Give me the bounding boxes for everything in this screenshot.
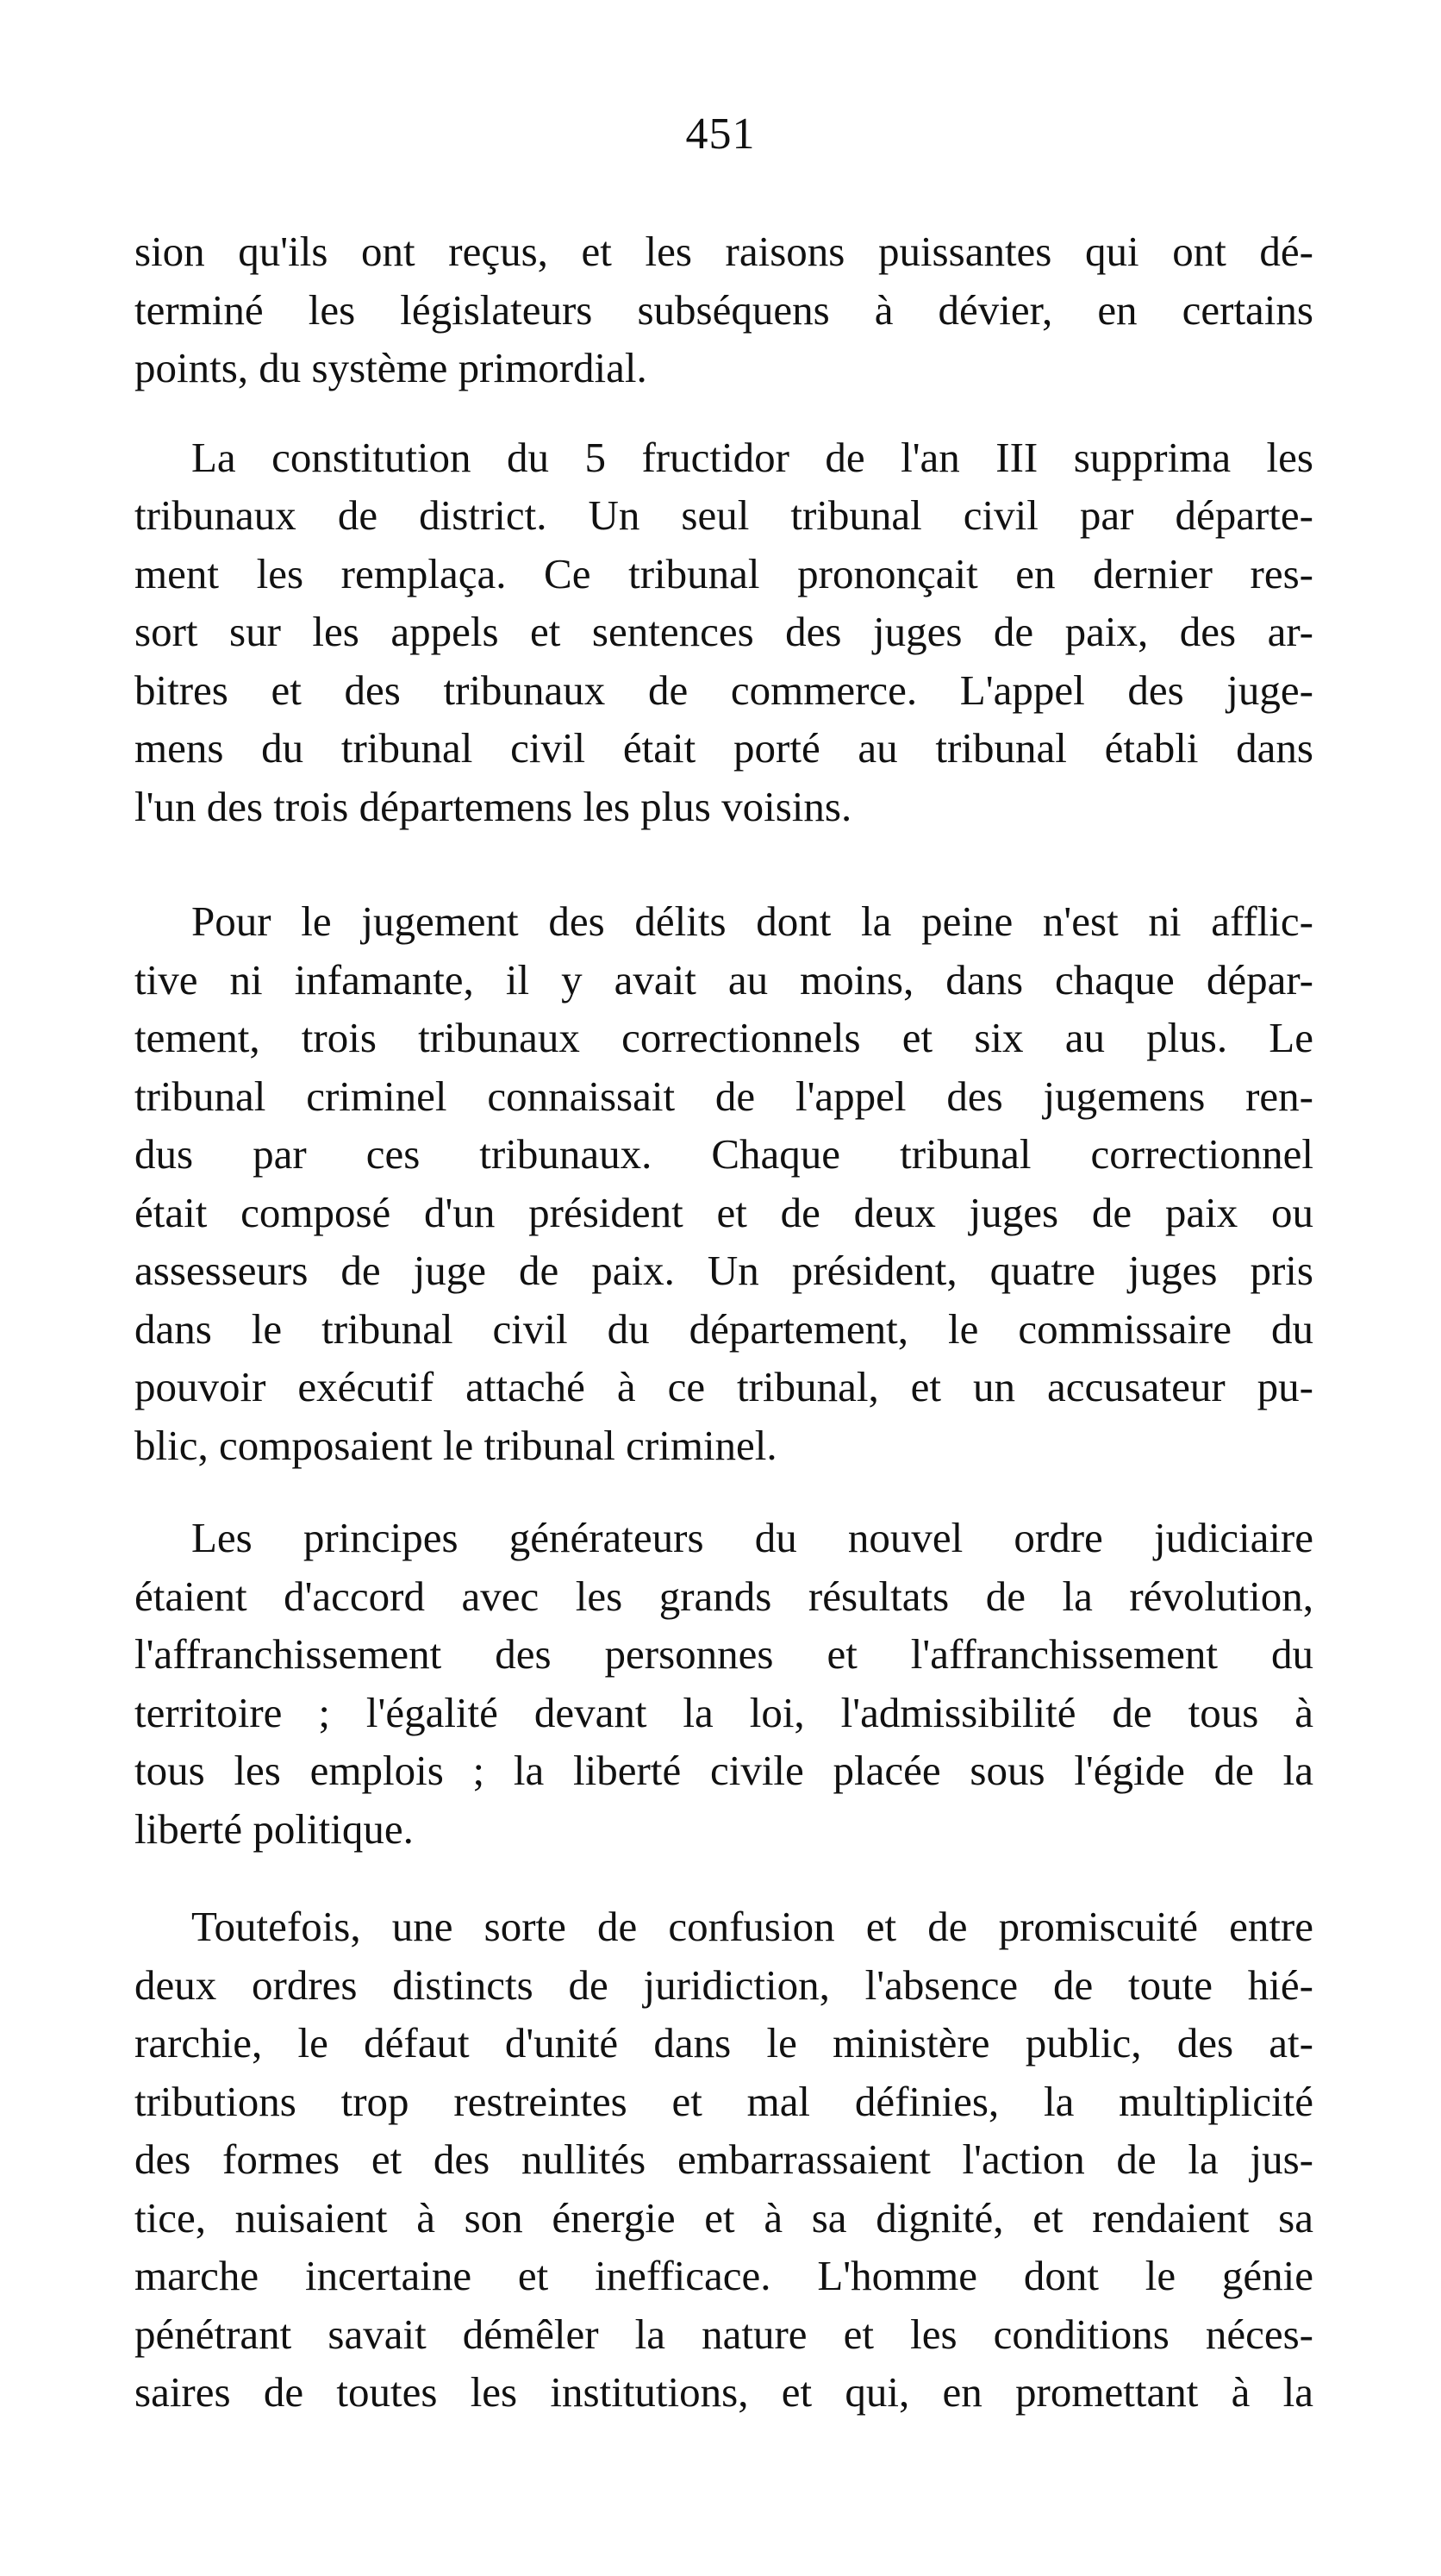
text-line: Toutefois, une sorte de confusion et de promiscuité entre xyxy=(191,1903,1313,1950)
text-line: La constitution du 5 fructidor de l'an III supprima les xyxy=(191,433,1313,481)
paragraph-constitution xyxy=(134,428,1313,836)
text-line: tributions trop restreintes et mal définies, la multiplicité xyxy=(134,2077,1313,2125)
text-line: pouvoir exécutif attaché à ce tribunal, et un accusateur pu- xyxy=(134,1363,1313,1410)
page-number: 451 xyxy=(685,109,756,159)
paragraph-delits xyxy=(134,892,1313,1474)
text-line: Les principes générateurs du nouvel ordre judiciaire xyxy=(191,1514,1313,1561)
text-line: marche incertaine et inefficace. L'homme dont le génie xyxy=(134,2252,1313,2299)
text-line: territoire ; l'égalité devant la loi, l'admissibilité de tous à xyxy=(134,1688,1313,1736)
paragraph-continuation xyxy=(134,222,1313,397)
text-line: assesseurs de juge de paix. Un président, quatre juges pris xyxy=(134,1247,1313,1294)
text-line: bitres et des tribunaux de commerce. L'appel des juge- xyxy=(134,666,1313,714)
text-line: étaient d'accord avec les grands résultats de la révolution, xyxy=(134,1572,1313,1620)
text-line: blic, composaient le tribunal criminel. xyxy=(134,1421,777,1469)
page-body xyxy=(134,222,1313,2422)
text-line: points, du système primordial. xyxy=(134,344,647,391)
text-line: des formes et des nullités embarrassaient l'action de la jus- xyxy=(134,2135,1313,2183)
text-line: terminé les législateurs subséquens à dévier, en certains xyxy=(134,285,1313,334)
paragraph-toutefois xyxy=(134,1898,1313,2422)
text-line: dus par ces tribunaux. Chaque tribunal correctionnel xyxy=(134,1130,1313,1178)
text-line: rarchie, le défaut d'unité dans le ministère public, des at- xyxy=(134,2019,1313,2066)
text-line: tribunal criminel connaissait de l'appel des jugemens ren- xyxy=(134,1072,1313,1120)
text-line: sion qu'ils ont reçus, et les raisons puissantes qui ont dé- xyxy=(134,228,1313,275)
text-line: liberté politique. xyxy=(134,1804,414,1853)
text-line: tice, nuisaient à son énergie et à sa dignité, et rendaient sa xyxy=(134,2193,1313,2241)
text-line: pénétrant savait démêler la nature et les conditions néces- xyxy=(134,2310,1313,2358)
paragraph-principes xyxy=(134,1509,1313,1858)
text-line: l'un des trois départemens les plus voisins. xyxy=(134,782,852,830)
text-line: mens du tribunal civil était porté au tribunal établi dans xyxy=(134,724,1313,772)
text-line: dans le tribunal civil du département, le commissaire du xyxy=(134,1304,1313,1353)
text-line: deux ordres distincts de juridiction, l'absence de toute hié- xyxy=(134,1960,1313,2009)
text-line: sort sur les appels et sentences des juges de paix, des ar- xyxy=(134,608,1313,655)
text-line: Pour le jugement des délits dont la peine n'est ni afflic- xyxy=(191,897,1313,945)
text-line: saires de toutes les institutions, et qui, en promettant à la xyxy=(134,2368,1313,2416)
text-line: tous les emplois ; la liberté civile placée sous l'égide de la xyxy=(134,1747,1313,1794)
text-line: était composé d'un président et de deux juges de paix ou xyxy=(134,1188,1313,1236)
text-line: tive ni infamante, il y avait au moins, dans chaque dépar- xyxy=(134,955,1313,1004)
text-line: l'affranchissement des personnes et l'affranchissement du xyxy=(134,1630,1313,1678)
text-line: ment les remplaça. Ce tribunal prononçait en dernier res- xyxy=(134,549,1313,597)
text-line: tribunaux de district. Un seul tribunal civil par départe- xyxy=(134,491,1313,539)
text-line: tement, trois tribunaux correctionnels et six au plus. Le xyxy=(134,1014,1313,1061)
